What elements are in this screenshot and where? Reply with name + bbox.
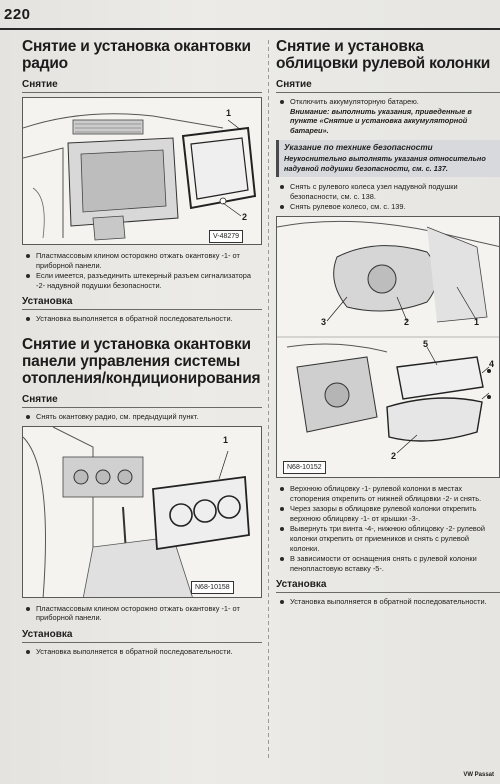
battery-note: Внимание: выполнить указания, приведенные в пункте «Снятие и установка аккумуляторной батареи». [290,106,472,135]
callout-1: 1 [226,108,232,118]
heading-rule [276,92,500,93]
section-title-climate-trim: Снятие и установка окантовки панели управления системы отопления/кондиционирования [22,335,261,387]
list-item: В зависимости от оснащения снять с рулевой колонки пенопластовую вставку -5-. [276,554,500,573]
install-heading: Установка [22,628,73,640]
column-divider [268,40,269,760]
figure-code: N68-10158 [191,581,234,594]
battery-step-list [276,97,500,135]
callout-3: 3 [321,316,327,327]
install-steps-list [276,597,500,607]
top-rule [0,28,500,30]
removal-heading: Снятие [22,79,58,90]
list-item: Через зазоры в облицовке рулевой колонки открепить верхнюю облицовку -1- от крышки -3-. [276,504,500,523]
heading-rule [22,642,262,643]
right-column [276,38,500,608]
list-item: Вывернуть три винта -4-, нижнюю облицовку -2- рулевой колонки открепить от приемников и снять с рулевой колонки. [276,524,500,553]
figure-climate-trim [22,426,262,598]
list-item: Снять окантовку радио, см. предыдущий пункт. [22,412,262,422]
removal-heading: Снятие [22,393,58,405]
figure-column-trim [276,216,500,478]
install-steps-list [22,314,262,324]
radio-trim-illustration [23,98,262,245]
safety-warning-box [276,140,500,177]
list-item: Снять рулевое колесо, см. с. 139. [276,202,500,212]
page-number: 220 [4,6,31,23]
list-item: Установка выполняется в обратной последовательности. [22,647,262,657]
footer-brand: VW Passat [463,772,494,778]
list-item: Снять с рулевого колеса узел надувной подушки безопасности, см. с. 138. [276,182,500,201]
list-item [276,97,500,135]
list-item: Верхнюю облицовку -1- рулевой колонки в местах стопорения открепить от нижней облицовки -2- и снять. [276,484,500,503]
heading-rule [22,92,262,93]
warning-text: Неукоснительно выполнять указания относительно надувной подушки безопасности, см. с. 137. [284,154,486,173]
callout-4: 4 [489,358,495,369]
heading-rule [276,592,500,593]
section-title-column-trim: Снятие и установка облицовки рулевой колонки [276,38,491,72]
removal-steps-list [22,251,262,290]
left-column [22,38,262,657]
callout-2-lower: 2 [391,450,397,461]
heading-rule [22,407,262,408]
callout-1: 1 [474,316,480,327]
steps-after-figure-list [276,484,500,573]
callout-2: 2 [242,212,248,222]
list-item: Установка выполняется в обратной последовательности. [22,314,262,324]
removal-heading: Снятие [276,79,312,90]
heading-rule [22,309,262,310]
figure-code: V-48279 [209,230,243,243]
list-item: Пластмассовым клином осторожно отжать окантовку -1- от приборной панели. [22,604,262,623]
install-steps-list [22,647,262,657]
column-trim-illustration [277,217,500,478]
figure-radio-trim [22,97,262,245]
section-title-radio-trim: Снятие и установка окантовки радио [22,38,251,72]
steps-before-figure-list [276,182,500,212]
install-heading: Установка [276,579,327,591]
warning-title: Указание по технике безопасности [284,143,433,153]
callout-5: 5 [423,338,429,349]
removal-intro-list [22,412,262,422]
removal-steps-list [22,604,262,623]
callout-1: 1 [223,434,229,445]
figure-code: N68-10152 [283,461,326,474]
list-item: Установка выполняется в обратной последовательности. [276,597,500,607]
list-item: Если имеется, разъединить штекерный разъем сигнализатора -2- надувной подушки безопасности. [22,271,262,290]
list-item: Пластмассовым клином осторожно отжать окантовку -1- от приборной панели. [22,251,262,270]
battery-step: Отключить аккумуляторную батарею. [290,97,419,106]
install-heading: Установка [22,296,73,308]
climate-trim-illustration [23,427,262,598]
callout-2: 2 [404,316,410,327]
